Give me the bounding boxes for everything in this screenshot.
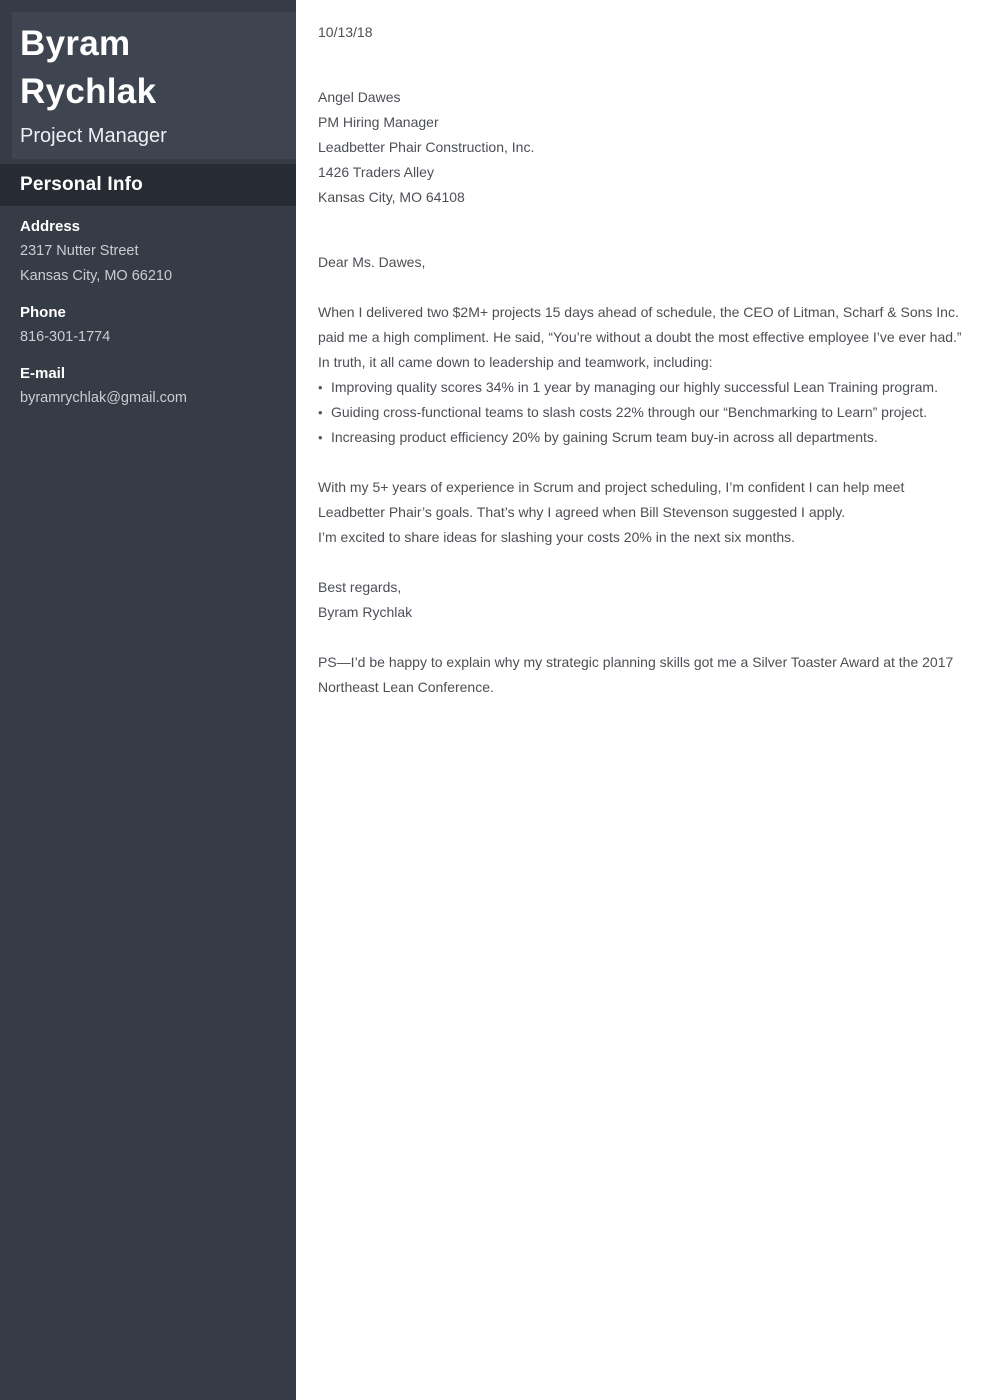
candidate-name-line1: Byram: [20, 24, 131, 63]
bullet-icon: •: [318, 380, 323, 395]
address-line-1: 2317 Nutter Street: [20, 243, 139, 259]
recipient-city: Kansas City, MO 64108: [318, 189, 465, 205]
achievement-text: Guiding cross-functional teams to slash costs 22% through our “Benchmarking to Learn” project.: [331, 404, 928, 420]
letter-date: 10/13/18: [318, 24, 373, 40]
contact-group-address: [20, 214, 280, 289]
contact-details: [20, 214, 280, 422]
achievement-text: Increasing product efficiency 20% by gaining Scrum team buy-in across all departments.: [331, 429, 878, 445]
opening-paragraph: When I delivered two $2M+ projects 15 days ahead of schedule, the CEO of Litman, Scharf & Sons Inc. paid me a high compliment. He said, “You’re without a doubt the most effective employee I’ve ever had.”: [318, 304, 962, 345]
achievement-list: [318, 375, 967, 450]
value-proposition-section: [318, 475, 967, 550]
sidebar-header: [12, 12, 296, 159]
letter-body: [296, 0, 990, 700]
achievement-item: [318, 425, 967, 450]
closing-block: [318, 575, 967, 625]
postscript: PS—I’d be happy to explain why my strategic planning skills got me a Silver Toaster Award at the 2017 Northeast Lean Conference.: [318, 654, 954, 695]
recipient-street: 1426 Traders Alley: [318, 164, 434, 180]
bullet-icon: •: [318, 405, 323, 420]
personal-info-heading: Personal Info: [20, 174, 143, 195]
candidate-name: [20, 20, 296, 116]
candidate-job-title: Project Manager: [20, 125, 167, 147]
recipient-job-title: PM Hiring Manager: [318, 114, 439, 130]
achievement-item: [318, 400, 967, 425]
contact-group-email: [20, 361, 280, 411]
candidate-name-line2: Rychlak: [20, 72, 157, 111]
salutation: Dear Ms. Dawes,: [318, 254, 426, 270]
address-line-2: Kansas City, MO 66210: [20, 268, 173, 284]
sidebar: [0, 0, 296, 1400]
phone-value: 816-301-1774: [20, 329, 111, 345]
address-label: Address: [20, 218, 81, 235]
signature-name: Byram Rychlak: [318, 604, 413, 620]
email-label: E-mail: [20, 365, 66, 382]
contact-group-phone: [20, 300, 280, 350]
recipient-block: [318, 85, 967, 210]
closing-phrase: Best regards,: [318, 579, 402, 595]
personal-info-section-header: [0, 164, 296, 206]
phone-label: Phone: [20, 304, 66, 321]
cta-line: I’m excited to share ideas for slashing your costs 20% in the next six months.: [318, 529, 796, 545]
recipient-name: Angel Dawes: [318, 89, 401, 105]
value-proposition-paragraph: With my 5+ years of experience in Scrum and project scheduling, I’m confident I can help meet Leadbetter Phair’s goals. That’s why I agreed when Bill Stevenson suggested I apply.: [318, 479, 905, 520]
achievement-item: [318, 375, 967, 400]
achievement-text: Improving quality scores 34% in 1 year by managing our highly successful Lean Training program.: [331, 379, 938, 395]
email-value: byramrychlak@gmail.com: [20, 390, 188, 406]
recipient-company: Leadbetter Phair Construction, Inc.: [318, 139, 535, 155]
lead-in-line: In truth, it all came down to leadership and teamwork, including:: [318, 354, 713, 370]
bullet-icon: •: [318, 430, 323, 445]
opening-section: [318, 300, 967, 375]
